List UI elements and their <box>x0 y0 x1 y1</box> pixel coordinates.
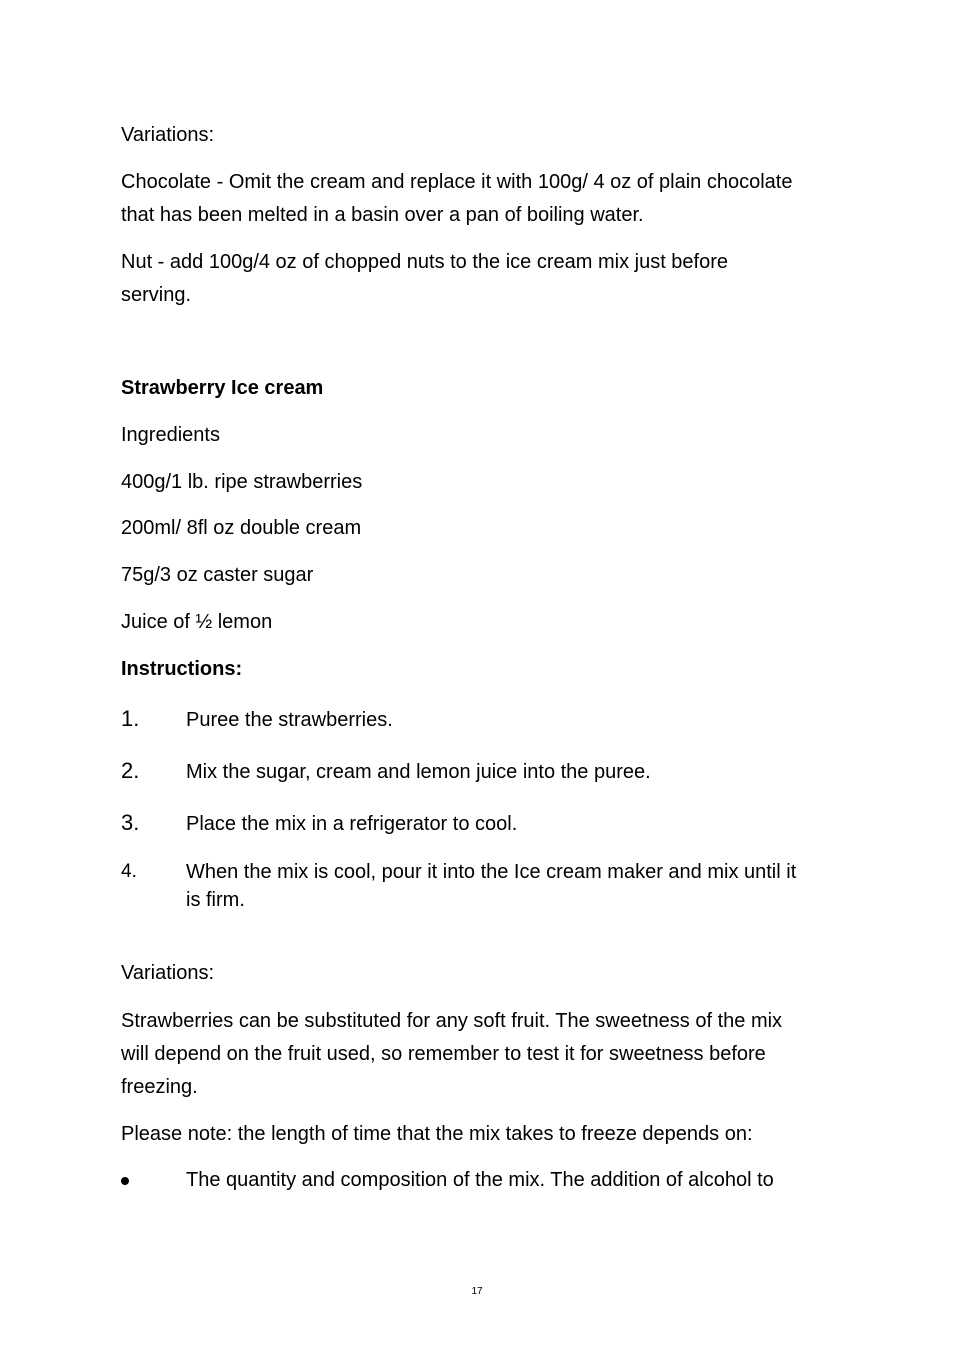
step-text: Place the mix in a refrigerator to cool. <box>186 813 518 835</box>
step-text-line-2: is firm. <box>186 889 245 911</box>
substitution-paragraph-line-1: Strawberries can be substituted for any soft fruit. The sweetness of the mix <box>121 1010 783 1032</box>
ingredient-item: 75g/3 oz caster sugar <box>121 564 314 586</box>
step-number: 4. <box>121 861 137 882</box>
ingredients-heading: Ingredients <box>121 424 220 446</box>
substitution-paragraph-line-3: freezing. <box>121 1076 198 1098</box>
ingredient-item: 400g/1 lb. ripe strawberries <box>121 471 363 493</box>
instructions-heading: Instructions: <box>121 658 243 680</box>
bullet-item: The quantity and composition of the mix. The addition of alcohol to <box>186 1169 774 1191</box>
variations-heading: Variations: <box>121 962 215 984</box>
page-number: 17 <box>471 1286 483 1297</box>
bullet-icon <box>121 1177 129 1185</box>
substitution-paragraph-line-2: will depend on the fruit used, so remember to test it for sweetness before <box>121 1043 766 1065</box>
nut-variation-line-2: serving. <box>121 284 192 306</box>
recipe-title: Strawberry Ice cream <box>121 377 324 399</box>
step-text: Puree the strawberries. <box>186 709 393 731</box>
freeze-time-note: Please note: the length of time that the mix takes to freeze depends on: <box>121 1123 753 1145</box>
step-number: 1. <box>121 706 140 731</box>
step-text-line-1: When the mix is cool, pour it into the Ice cream maker and mix until it <box>186 861 797 883</box>
chocolate-variation-line-2: that has been melted in a basin over a pan of boiling water. <box>121 204 644 226</box>
variations-heading: Variations: <box>121 124 215 146</box>
step-number: 2. <box>121 758 140 783</box>
step-text: Mix the sugar, cream and lemon juice into the puree. <box>186 761 651 783</box>
chocolate-variation-line-1: Chocolate - Omit the cream and replace it with 100g/ 4 oz of plain chocolate <box>121 171 793 193</box>
nut-variation-line-1: Nut - add 100g/4 oz of chopped nuts to the ice cream mix just before <box>121 251 729 273</box>
step-number: 3. <box>121 810 140 835</box>
ingredient-item: 200ml/ 8fl oz double cream <box>121 517 362 539</box>
ingredient-item: Juice of ½ lemon <box>121 611 273 633</box>
